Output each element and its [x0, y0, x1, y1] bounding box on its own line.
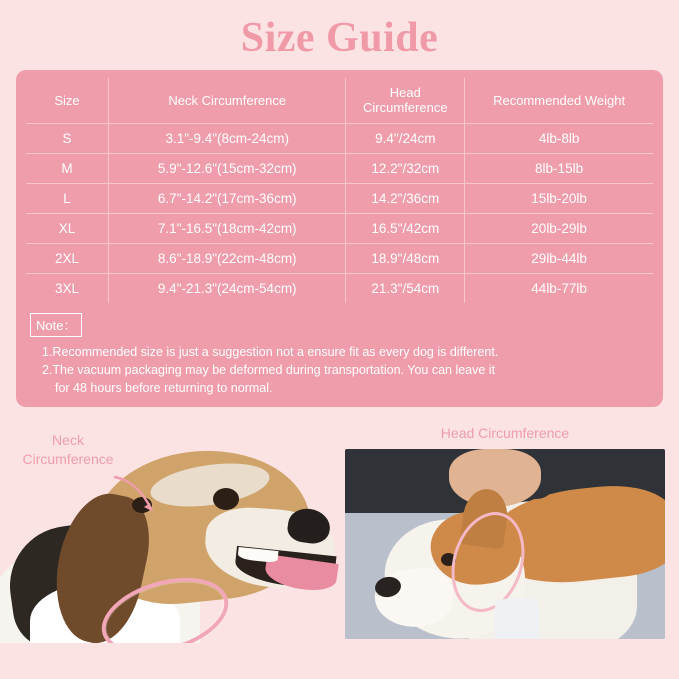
cell-neck: 6.7"-14.2"(17cm-36cm) — [109, 184, 346, 214]
cell-size: 2XL — [26, 244, 109, 274]
size-table-card — [16, 70, 663, 407]
cell-size: XL — [26, 214, 109, 244]
note-section — [26, 313, 653, 397]
cell-size: L — [26, 184, 109, 214]
corgi-head-photo — [345, 449, 665, 639]
table-row — [26, 124, 653, 154]
cell-size: S — [26, 124, 109, 154]
cell-weight: 8lb-15lb — [465, 154, 653, 184]
background-object — [495, 599, 539, 639]
cell-weight: 44lb-77lb — [465, 274, 653, 304]
table-header-row — [26, 78, 653, 124]
note-line-2b: for 48 hours before returning to normal. — [55, 381, 273, 396]
column-header-size: Size — [26, 78, 109, 124]
table-row — [26, 154, 653, 184]
size-table — [26, 78, 653, 303]
neck-label-line2: Circumference — [22, 450, 114, 467]
cell-size: M — [26, 154, 109, 184]
cell-weight: 4lb-8lb — [465, 124, 653, 154]
neck-arrow-icon — [110, 473, 158, 517]
head-circumference-label: Head Circumference — [440, 425, 570, 442]
page-title: Size Guide — [240, 15, 439, 61]
note-line-2: 2.The vacuum packaging may be deformed during transportation. You can leave it — [42, 363, 496, 378]
note-label: Note： — [30, 313, 82, 337]
table-row — [26, 184, 653, 214]
cell-neck: 9.4"-21.3"(24cm-54cm) — [109, 274, 346, 304]
column-header-weight: Recommended Weight — [465, 78, 653, 124]
table-row — [26, 274, 653, 304]
table-row — [26, 214, 653, 244]
cell-neck: 7.1"-16.5"(18cm-42cm) — [109, 214, 346, 244]
cell-weight: 29lb-44lb — [465, 244, 653, 274]
cell-head: 21.3"/54cm — [346, 274, 465, 304]
table-row — [26, 244, 653, 274]
column-header-neck: Neck Circumference — [109, 78, 346, 124]
cell-weight: 15lb-20lb — [465, 184, 653, 214]
cell-neck: 3.1"-9.4"(8cm-24cm) — [109, 124, 346, 154]
photo-section — [0, 421, 679, 643]
cell-head: 12.2"/32cm — [346, 154, 465, 184]
column-header-head: Head Circumference — [346, 78, 465, 124]
cell-head: 16.5"/42cm — [346, 214, 465, 244]
cell-neck: 5.9"-12.6"(15cm-32cm) — [109, 154, 346, 184]
note-line-2-continued — [30, 379, 653, 397]
cell-head: 14.2"/36cm — [346, 184, 465, 214]
note-line-1: 1.Recommended size is just a suggestion not a ensure fit as every dog is different. — [42, 345, 499, 359]
cell-weight: 20lb-29lb — [465, 214, 653, 244]
neck-label-line1: Neck — [52, 432, 84, 449]
neck-circumference-label — [8, 431, 128, 467]
cell-size: 3XL — [55, 281, 80, 296]
cell-head: 18.9"/48cm — [346, 244, 465, 274]
cell-head: 9.4"/24cm — [346, 124, 465, 154]
cell-neck: 8.6"-18.9"(22cm-48cm) — [109, 244, 346, 274]
